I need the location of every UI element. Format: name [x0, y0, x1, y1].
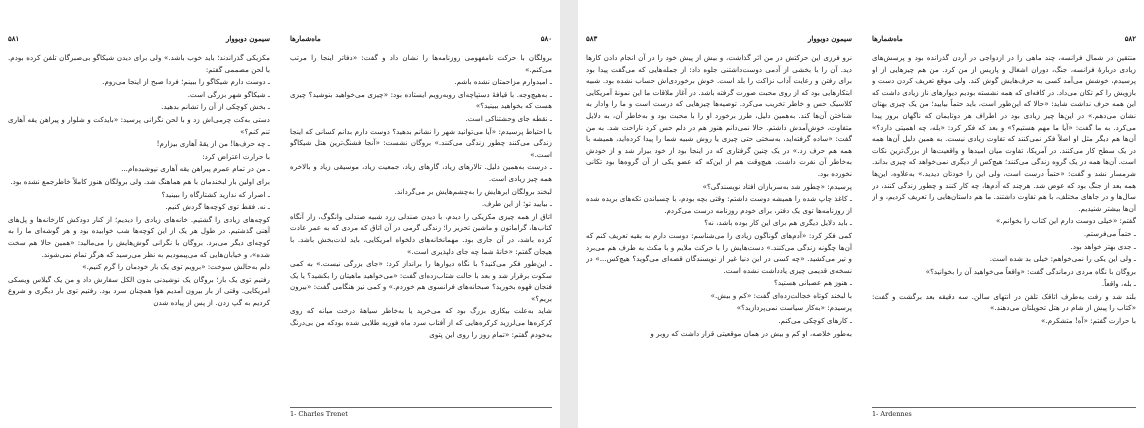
paragraph: ـ بخش کوچکی از آن را تشانم بدهید. [161, 102, 270, 112]
page-body [586, 52, 852, 406]
paragraph: اتاق از همه چیزی مکزیکی را دیدم، با دیدن صندلی زرد شبیه صندلی وانگوگ، زار آنگاه کتاب‌ها، گراماتون و ماشین تحریر را؛ زندگی گرمی در آن اتاق که مردی که به عمر عادت کرده باشد، در آن جاری بود. مهمانخانه‌های دلخواه امریکایی، باید لذت‌بخش باشد. با هیجان گفتم: «خانهٔ شما چه جای دلپذیری است.» [290, 211, 552, 256]
paragraph: ـ من در تمام عمرم پیراهن یقه آهاری نپوشیده‌ام... [121, 164, 270, 174]
footnote-text: 1- Charles Trenet [290, 410, 348, 418]
page-581 [0, 0, 278, 428]
paragraph: ـ هنوز هم عصبانی هستید؟ [774, 278, 852, 288]
paragraph: ـ چه حرف‌ها! من از یقهٔ آهاری بیزارم! [156, 139, 270, 149]
spread-gutter [560, 0, 578, 428]
paragraph: ـ کارهای کوچکی می‌کنم. [778, 316, 852, 326]
footnote-text: 1- Ardennes [872, 410, 912, 418]
page-number: ۵۸۱ [8, 34, 20, 43]
page-header [290, 34, 552, 46]
paragraph: با حرارت اعتراض کرد: [202, 151, 270, 161]
paragraph: دستی به‌کت چرمی‌اش زد و با لحن نگرانی پرسید: «بایدکت و شلوار و پیراهن یقه آهاری تنم کنم؟» [8, 114, 270, 136]
paragraph: با حرارت گفتم: «آه! متشکرم.» [1041, 316, 1136, 326]
paragraph: نرو فرزی این حرکتش در من اثر گذاشت، و بیش از پیش خود را در آن انجام دادن کارها دید. آن را با بخشی از آدمی دوست‌داشتنی جلوه داد: از جمله‌هایی که می‌گفت پیدا بود برای رفتن و رعایت آداب نزاکت را بلد است. خوش برخوردی‌اش حساب نشده بود. شبیه ابتکارهایی بود که از روی محبت صورت گرفته باشد. در آغاز ملاقات ما این نمونهٔ آمریکایی کلاسیک حس و خاطر تخریب می‌کرد. توصیه‌ها چیزهایی که درست است و ما را وادار به شناختن آن‌ها کند. به‌همین دلیل، طرز برخورد او را با محبت بود و به‌خاطر آن، به دلایل متفاوت، خوش‌آمدش داشتم. حالا نمی‌دانم هنوز هم در دلم حس کرد ناراحت شد. به من گفت: «ساده گرفته‌اید، به‌سختی حتی چیزی یا روش شبیه شما را پیدا کرده‌اید، همیشه با همه هم حرف زد.» در یک چنین گرفتاری که در اینجا بود از خود بیزار شد و از خودش به‌خاطر آن نفرت داشت. هیچ‌وقت هم از این‌که که عضو یکی از آن گروه‌ها بود تکانی نخورده بود. [586, 53, 852, 178]
page-header [8, 34, 270, 46]
paragraph: بروگان با نگاه مردی درماندگی گفت: «واقعاً می‌خواهید آن را بخوانید؟» [925, 266, 1136, 276]
running-head: ماه‌شمارها [872, 34, 903, 43]
page-583 [578, 0, 860, 428]
paragraph: دلم به‌حالش سوخت: «برویم توی یک بار خودمان را گرم کنیم.» [82, 262, 270, 272]
running-head: سیمون دوبووار [226, 34, 270, 43]
right-spread [578, 0, 1144, 428]
paragraph: بلند شد و رفت به‌طرف اتاقک تلفن در انتهای سالن. سه دقیقه بعد برگشت و گفت: «کتاب را پیش از شام در هتل تحویلتان می‌دهند.» [872, 291, 1136, 313]
paragraph: ـ جدی بهتر خواهد بود. [1070, 241, 1136, 251]
paragraph: کمی فکر کرد: «آدم‌های گوناگون زیادی را می‌شناسم: دوست دارم به بقیه تعریف کنم که آن‌ها چگونه زندگی می‌کنند.» دست‌هایش را با حرکت ملایم و با مکث به طرف هم می‌برد و تیر می‌کشید. «چه کسی در این دنیا غیر از نویسندگان قصه‌ای می‌گوید؟ هیچ‌کس...» در نسخه‌ی قدیمی چیزی یادداشت نشده است. [586, 230, 852, 275]
page-header [872, 34, 1136, 46]
page-number: ۵۸۲ [1124, 34, 1136, 43]
paragraph: گفتم: «خیلی دوست دارم این کتاب را بخوانم.» [996, 216, 1136, 226]
page-body [872, 52, 1136, 394]
page-580 [282, 0, 560, 428]
paragraph: با احتیاط پرسیدم: «آیا می‌توانید شهر را نشانم بدهید؟ دوست دارم بدانم کسانی که اینجا زندگی می‌کنند چطور زندگی می‌کنند.» بروگان نشست: «آنجا فشنگ‌ترین هتل شیکاگو است.» [290, 126, 552, 159]
paragraph: کوچه‌های زیادی را گشتیم. خانه‌های زیادی را دیدیم؛ از کنار دودکش کارخانه‌ها و پل‌های آهنی گذشتیم. در طول هر یک از این کوچه‌ها شب خوابیده بود و هر گوشه‌ای ما را به کوچه‌ای دیگر می‌برد. بروگان با نگرانی گوش‌هایش را می‌مالید: «همین حالا هم سخت شده»، و خیابان‌هایی که می‌پیمودیم به نظر می‌رسید که هرگز تمام نمی‌شوند. [8, 214, 270, 259]
paragraph: رفتیم توی یک بار؛ بروگان یک نوشیدنی بدون الکل سفارش داد و من یک گیلاس ویسکی امریکایی. وقتی از بار بیرون آمدیم هوا همچنان سرد بود. رفتیم توی بار دیگری و شروع کردیم به گپ زدن. از پس از پیاده شدن [8, 274, 270, 307]
paragraph: ـ درست به‌همین دلیل. تالارهای زیاد، گارهای زیاد، جمعیت زیاد، موسیقی زیاد و بالاخره همه چیز زیادی است. [290, 162, 552, 183]
paragraph: ـ نه. فقط توی کوچه‌ها گردش کنیم. [165, 202, 270, 212]
left-spread [0, 0, 560, 428]
running-head: ماه‌شمارها [290, 34, 321, 43]
page-header [586, 34, 852, 46]
page-582 [864, 0, 1144, 428]
page-number: ۵۸۰ [540, 34, 552, 43]
paragraph: منتقین در شمال فرانسه، چند ماهی را در ازدواجی در آردن گذرانده بود و پرسش‌های زیادی دربارهٔ فرانسه، جنگ، دوران اشغال و پاریس از من کرد. من هم چیزهایی از او پرسیدم، خوشش می‌آمد کسی به حرف‌هایش گوش کند. ولی موقع تعریف کردن دست و بازویش را کم تکان می‌داد. در کافه‌ای که همه نشسته بودیم دیوارهای ناز زیادی داشت که این همه حرف نداشت شاید: «حالا که این‌طور است، باید حتماً بیایید؛ من یک چیزی بهتان نشان می‌دهم.» در این‌ها چیز زیادی بود در اطراف هر دوتایمان که ناگهان بروز پیدا می‌کرد. به ما گفت: «آیا ما مهم هستیم؟» و بعد که فکر کرد: «بله، چه اهمیتی دارد؟» آن‌ها هم دیگر مثل او اصلاً فکر نمی‌کنند که تفاوت زیادی نیست. به همین دلیل آن‌ها همه در یک سطح کار می‌کنند. در آمریکا، تفاوت میان امیدها و واقعیت‌ها از بزرگ‌ترین نکات است. آن‌ها همه در یک گروه زندگی می‌کنند؛ هیچ‌کس از دیگری نمی‌خواهد که چیزی بداند. شرمسار نشد و گفت: «حتماً درست است، ولی این را خودتان دیدید.» به‌علاوه، این‌ها همه بعد از جنگ بود که عوض شد. هرچند که آدم‌ها، چه کار کنند و چطور زندگی کنند، در سال‌ها و در جاهای مختلف، با هم تفاوت داشتند. ما هم داستان‌هایی را تعریف کردیم، و از آن‌ها بیشتر شنیدیم. [872, 53, 1136, 213]
paragraph: ـ این‌طور فکر می‌کنید؟ با نگاه دیوارها را برانداز کرد: «جای بزرگی نیست.» به کمی سکوت برقرار شد و بعد با حالت شتاب‌زده‌ای گفت: «می‌خواهید ماهیتان را بکشید؟ یا یک فنجان قهوه بخورید؟ صبحانه‌های فرانسوی هم خوردم.» و کمی نیز هنگامی گفت: «بیرون بریم؟» [290, 259, 552, 303]
paragraph: ـ اصرار که ندارید کشتارگاه را ببینید؟ [161, 189, 270, 199]
paragraph: ـ باید دلایل دیگری هم برای این کار بوده باشد، نه؟ [704, 218, 852, 228]
paragraph: ـ بله، واقعاً. [1101, 279, 1136, 289]
paragraph: مکزیکی گذراندند؛ باید خوب باشد.» ولی برای دیدن شیکاگو بی‌صبرگان تلفن کرده بودم. با لحن مصممی گفتم: [8, 53, 270, 74]
paragraph: ـ شیکاگو شهر بزرگی است. [187, 89, 270, 99]
page-body [8, 52, 270, 406]
footnote [872, 407, 1136, 418]
paragraph: ـ به‌هیچ‌وجه. با قیافهٔ دستپاچه‌ای روبه‌رویم ایستاده بود: «چیزی می‌خواهید بنوشید؟ چیزی هست که بخواهید ببینید؟» [290, 89, 552, 111]
running-head: سیمون دوبووار [808, 34, 852, 43]
paragraph: ـ دوست دارم شیکاگو را ببینم؛ فردا صبح از اینجا می‌روم. [102, 77, 270, 87]
paragraph: ـ نقطه جای وحشتناکی است. [465, 113, 552, 123]
page-body [290, 52, 552, 394]
paragraph: پرسیدم: «به‌کار سیاست نمی‌پردازید؟» [736, 303, 852, 313]
paragraph: ـ حتماً می‌فرستم. [1083, 228, 1136, 238]
paragraph: لبخند برولگان ابرهایش را به‌چشم‌هایش بر می‌گرداند. [394, 186, 552, 196]
footnote [290, 407, 552, 418]
paragraph: ـ بیایید تو؛ از این طرف. [481, 199, 552, 209]
paragraph: ـ امیدوارم مزاحمتان نشده باشم. [454, 77, 552, 87]
paragraph: برای اولین بار لبخندمان با هم هماهنگ شد. ولی برولگان هنوز کاملاً خاطرجمع نشده بود. [10, 176, 270, 186]
page-number: ۵۸۳ [586, 34, 598, 43]
paragraph: ـ کاغذ چاپ شده را همیشه دوست داشتم: وقتی بچه بودم، با چسباندن تکه‌های بریده شده از روزنامه‌ها توی یک دفتر، برای خودم روزنامه درست می‌کردم. [586, 194, 852, 215]
paragraph: با لبخند کوتاه خجالت‌زده‌ای گفت: «کم و بیش.» [710, 290, 852, 300]
paragraph: برولگان با حرکت نامفهومی روزنامه‌ها را نشان داد و گفت: «دفاتر اینجا را مرتب می‌کنم.» [290, 53, 552, 74]
paragraph: شاید به‌علت بیکاری بزرگ بود که می‌خرید یا به‌خاطر سیاههٔ درخت میانه که روی کرکره‌ها می‌لرزید کرکره‌هایی که از آفتاب سرد ماه فوریه طلایی شده بودکه من بی‌درنگ به‌خودم گفتم: «تمام روز را روی این پتوی [290, 306, 552, 339]
paragraph: به‌طور خلاصه، او کم و بیش در همان موقعیتی قرار داشت که روبر و [650, 328, 852, 338]
paragraph: پرسیدم: «چطور شد به‌سربازان افتاد نویسندگی؟» [702, 181, 852, 191]
paragraph: ـ ولی این یکی را نمی‌خواهم: خیلی بد شده است. [989, 254, 1136, 264]
